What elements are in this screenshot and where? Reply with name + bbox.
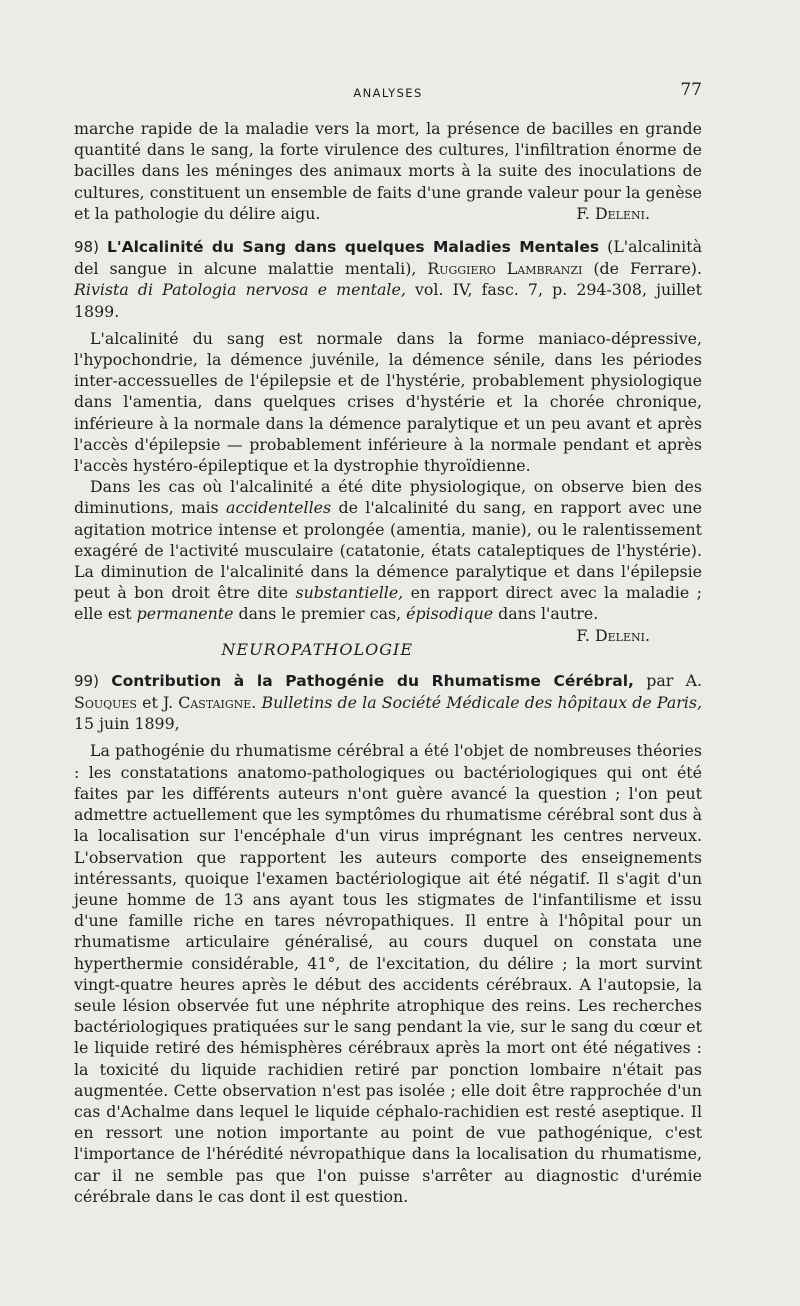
- intro-signature: F. Deleni.: [576, 203, 650, 223]
- entry-98-p2-permanente: permanente: [136, 604, 234, 624]
- running-header: [74, 80, 702, 106]
- entry-99-journal: Bulletins de la Société Médicale des hôpitaux de Paris,: [261, 693, 702, 713]
- entry-98-origin: (de Ferrare).: [593, 259, 702, 279]
- entry-98-p2-text-e: dans l'autre.: [498, 604, 599, 624]
- entry-99-author-a: A. Souques: [74, 670, 703, 713]
- entry-98-heading: [74, 236, 702, 322]
- entry-99-et: et: [142, 693, 158, 713]
- entry-99-paragraph: La pathogénie du rhumatisme cérébral a été l'objet de nombreuses théories : les constatations anatomo-pathologiques ou bactériologiques qui ont été faites par les différents auteurs n'ont guère avancé la question ; l'on peut admettre actuellement que les symptômes du rhumatisme cérébral sont dus à la localisation sur l'encéphale d'un virus imprégnant les centres nerveux. L'observation que rapportent les auteurs comporte des enseignements intéressants, quoique l'examen bactériologique ait été négatif. Il s'agit d'un jeune homme de 13 ans ayant tous les stigmates de l'infantilisme et issu d'une famille riche en tares névropathiques. Il entre à l'hôpital pour un rhumatisme articulaire généralisé, au cours duquel on constata une hyperthermie considérable, 41°, de l'excitation, du délire ; la mort survint vingt-quatre heures après le début des accidents cérébraux. A l'autopsie, la seule lésion observée fut une néphrite atrophique des reins. Les recherches bactériologiques pratiquées sur le sang pendant la vie, sur le sang du cœur et le liquide retiré des hémisphères cérébraux après la mort ont été négatives : la toxicité du liquide rachidien retiré par ponction lombaire n'était pas augmentée. Cette observation n'est pas isolée ; elle doit être rapprochée d'un cas d'Achalme dans lequel le liquide céphalo-rachidien est resté aseptique. Il en ressort une notion importante au point de vue pathogénique, c'est l'importance de l'hérédité névropathique dans la localisation du rhumatisme, car il ne semble pas que l'on puisse s'arrêter au diagnostic d'urémie cérébrale dans le cas dont il est question.: [74, 741, 702, 1206]
- running-title: ANALYSES: [353, 86, 423, 100]
- page-body: [74, 118, 702, 1207]
- entry-99-number: 99): [74, 671, 99, 690]
- entry-98-p2-text-a: Dans les cas où l'alcalinité a été dite physiologique, on observe bien des diminutions, mais: [74, 477, 702, 518]
- entry-98-p2-accidentelles: accidentelles: [226, 498, 332, 518]
- entry-98-paragraph-2: [74, 476, 702, 645]
- intro-text: marche rapide de la maladie vers la mort, la présence de bacilles en grande quantité dans le sang, la forte virulence des cultures, l'infiltration énorme de bacilles dans les méninges des animaux morts à la suite des inoculations de cultures, constituent un ensemble de faits d'une grande valeur pour la genèse et la pathologie du délire aigu.: [74, 119, 702, 223]
- entry-98-journal: Rivista di Patologia nervosa e mentale,: [74, 280, 406, 300]
- entry-98-p2-text-d: dans le premier cas,: [238, 604, 402, 624]
- entry-99-author-b: J. Castaigne.: [162, 693, 257, 713]
- entry-99-title: Contribution à la Pathogénie du Rhumatisme Cérébral,: [111, 671, 634, 690]
- entry-98-p2-episodique: épisodique: [406, 604, 494, 624]
- entry-98-number: 98): [74, 238, 99, 257]
- entry-98-p2-text-c: en rapport direct avec la maladie ; elle est: [74, 583, 702, 624]
- entry-98-paragraph-1: L'alcalinité du sang est normale dans la forme maniaco-dépressive, l'hypochondrie, la démence juvénile, la démence sénile, dans les périodes inter-accessuelles de l'épilepsie et de l'hystérie, probablement physiologique dans l'amentia, dans quelques crises d'hystérie et la chorée chronique, inférieure à la normale dans la démence paralytique et un peu avant et après l'accès d'épilepsie — probablement inférieure à la normale pendant et après l'accès hystéro-épileptique et la dystrophie thyroïdienne.: [74, 328, 702, 476]
- page-number: 77: [680, 80, 702, 100]
- entry-99-date: 15 juin 1899,: [74, 714, 180, 734]
- entry-99-heading: [74, 670, 702, 735]
- entry-98-authors: Ruggiero Lambranzi: [427, 259, 583, 279]
- entry-98-p2-substantielle: substantielle,: [295, 583, 404, 603]
- entry-99-par: par: [646, 670, 674, 690]
- section-title: NEUROPATHOLOGIE: [221, 639, 413, 659]
- entry-98-reference: vol. IV, fasc. 7, p. 294-308, juillet 1899.: [74, 280, 702, 321]
- entry-98-original-title: (L'alcalinità del sangue in alcune malattie mentali),: [74, 237, 702, 279]
- entry-98-title: L'Alcalinité du Sang dans quelques Maladies Mentales: [106, 238, 600, 257]
- entry-98-p2-text-b: de l'alcalinité du sang, en rapport avec une agitation motrice intense et prolongée (amentia, manie), ou le ralentissement exagéré de l'activité musculaire (catatonie, états cataleptiques de l'hystérie). La diminution de l'alcalinité dans la démence paralytique et dans l'épilepsie peut à bon droit être dite: [74, 498, 702, 603]
- intro-paragraph: [74, 118, 702, 224]
- entry-98-signature: F. Deleni.: [576, 625, 650, 645]
